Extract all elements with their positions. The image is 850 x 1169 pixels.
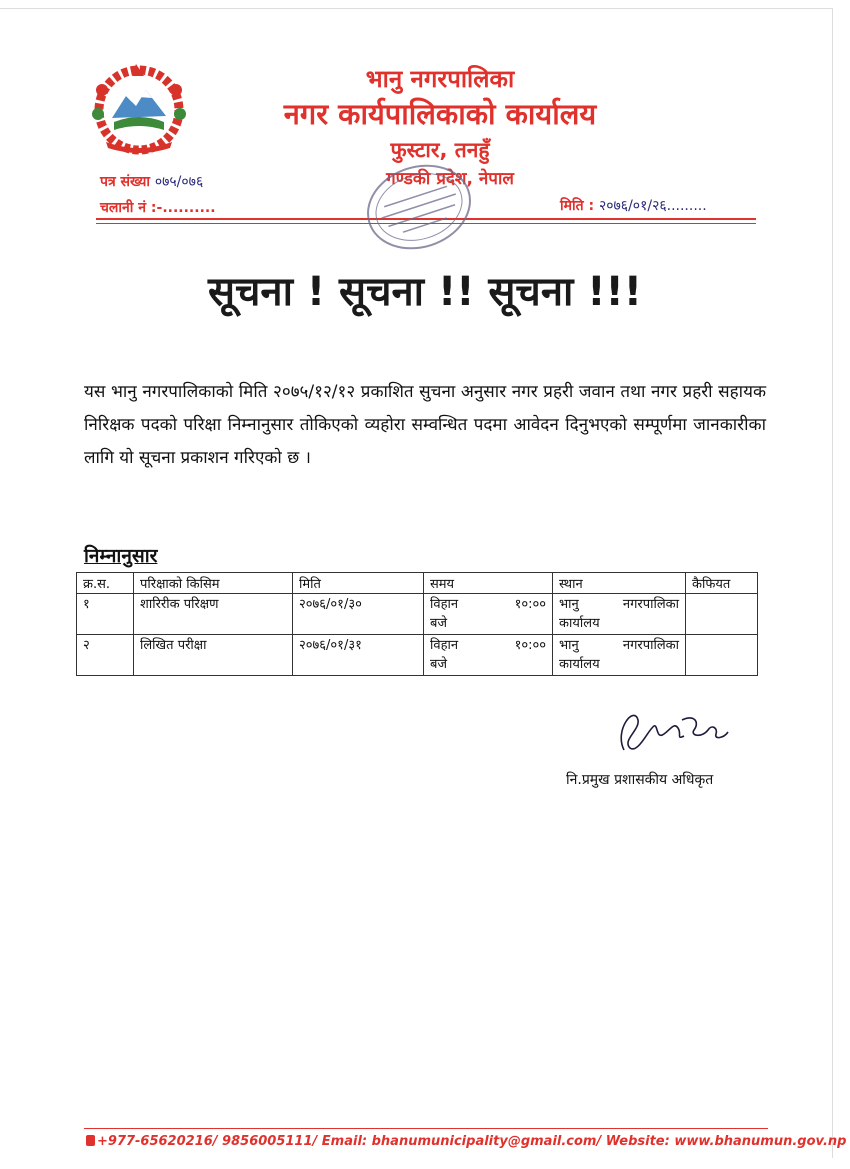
exam-schedule-table [76,572,758,676]
place-part: नगरपालिका [622,597,679,612]
phone-icon [86,1135,95,1146]
exam-type-cell: शारिरीक परिक्षण [134,594,293,635]
place-part: कार्यालय [559,616,600,631]
column-header: कैफियत [686,573,758,594]
table-row [77,594,758,635]
signatory-title: नि.प्रमुख प्रशासकीय अधिकृत [566,772,714,788]
date-value: २०७६/०१/२६......... [598,198,707,214]
time-value: १०:०० [514,597,546,612]
table-header-row [77,573,758,594]
footer-contact [86,1134,847,1149]
exam-date-cell: २०७६/०१/३० [293,594,424,635]
column-header: मिति [293,573,424,594]
exam-time-cell [424,635,553,676]
page-right-edge [832,8,833,1158]
time-suffix: बजे [430,657,448,672]
column-header: क्र.स. [77,573,134,594]
remarks-cell [686,635,758,676]
column-header: स्थान [553,573,686,594]
serial-cell: २ [77,635,134,676]
time-suffix: बजे [430,616,448,631]
reference-label: पत्र संख्या [100,174,150,190]
place-part: भानु [559,597,579,612]
notice-body: यस भानु नगरपालिकाको मिति २०७५/१२/१२ प्रकाशित सुचना अनुसार नगर प्रहरी जवान तथा नगर प्रहरी सहायक निरिक्षक पदको परिक्षा निम्नानुसार तोकिएको व्यहोरा सम्वन्धित पदमा आवेदन दिनुभएको सम्पूर्णमा जानकारीका लागि यो सूचना प्रकाशन गरिएको छ । [84,382,766,468]
office-name: नगर कार्यपालिकाको कार्यालय [283,97,597,131]
exam-time-cell [424,594,553,635]
table-row [77,635,758,676]
dispatch-value: .......... [162,200,216,216]
footer-contact-text: +977-65620216/ 9856005111/ Email: bhanumunicipality@gmail.com/ Website: www.bhanumun.gov.np [97,1134,847,1149]
place-part: कार्यालय [559,657,600,672]
letter-date [560,196,707,215]
exam-type-cell: लिखित परीक्षा [134,635,293,676]
column-header: परिक्षाको किसिम [134,573,293,594]
footer-divider [84,1128,768,1129]
remarks-cell [686,594,758,635]
time-period: विहान [430,638,459,653]
dispatch-label: चलानी नं :- [100,200,163,216]
office-address: फुस्टार, तनहुँ [390,138,490,162]
province-country: गण्डकी प्रदेश, नेपाल [386,169,514,189]
exam-date-cell: २०७६/०१/३१ [293,635,424,676]
column-header: समय [424,573,553,594]
dispatch-number [100,198,216,217]
office-stamp-icon [360,158,478,256]
notice-title: सूचना ! सूचना !! सूचना !!! [207,269,643,315]
exam-place-cell [553,635,686,676]
exam-place-cell [553,594,686,635]
time-value: १०:०० [514,638,546,653]
schedule-heading: निम्नानुसार [84,545,158,567]
page-top-edge [0,8,832,9]
date-label: मिति : [560,198,595,214]
reference-value: ०७५/०७६ [154,174,204,190]
signature-icon [604,700,734,760]
place-part: नगरपालिका [622,638,679,653]
place-part: भानु [559,638,579,653]
serial-cell: १ [77,594,134,635]
time-period: विहान [430,597,459,612]
municipality-name: भानु नगरपालिका [365,65,515,93]
reference-number [100,172,203,191]
